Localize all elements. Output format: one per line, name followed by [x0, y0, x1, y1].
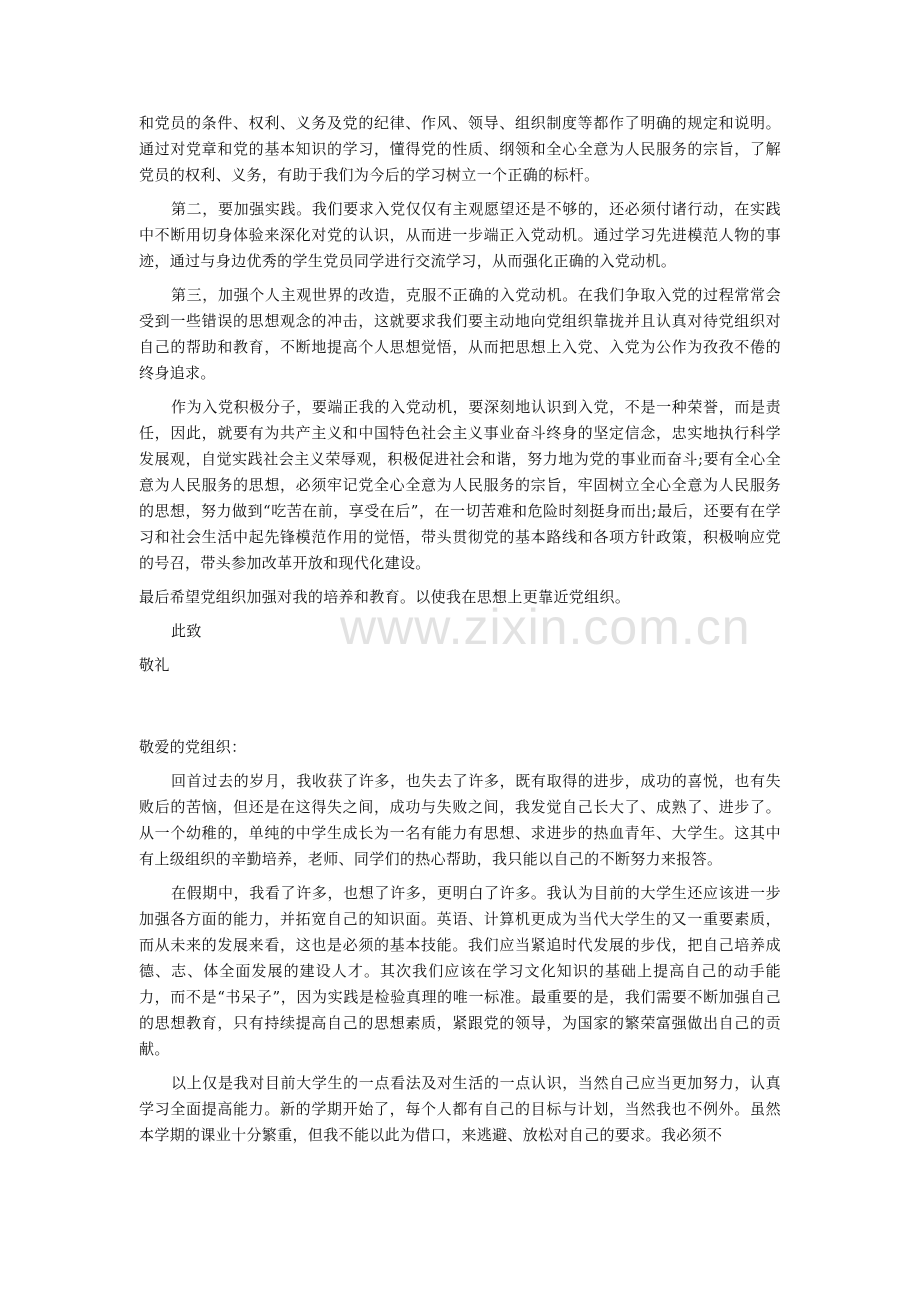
letter1-paragraph-3: 第三，加强个人主观世界的改造，克服不正确的入党动机。在我们争取入党的过程常常会受到一些错误的思想观念的冲击，这就要求我们要主动地向党组织靠拢并且认真对待党组织对自己的帮助和教育，不断地提高个人思想觉悟，从而把思想上入党、入党为公作为孜孜不倦的终身追求。: [139, 286, 781, 382]
salutation-jingli: 敬礼: [139, 656, 170, 674]
watermark-text: www.zixin.com.cn: [340, 599, 751, 655]
letter2-greeting: 敬爱的党组织：: [139, 738, 247, 756]
letter2-paragraph-3: 以上仅是我对目前大学生的一点看法及对生活的一点认识，当然自己应当更加努力，认真学习全面提高能力。新的学期开始了，每个人都有自己的目标与计划，当然我也不例外。虽然本学期的课业十分繁重，但我不能以此为借口，来逃避、放松对自己的要求。我必须不: [139, 1074, 781, 1144]
letter1-paragraph-1: 和党员的条件、权利、义务及党的纪律、作风、领导、组织制度等都作了明确的规定和说明。通过对党章和党的基本知识的学习，懂得党的性质、纲领和全心全意为人民服务的宗旨，了解党员的权利、义务，有助于我们为今后的学习树立一个正确的标杆。: [139, 114, 781, 184]
closing-wish: 最后希望党组织加强对我的培养和教育。以使我在思想上更靠近党组织。: [139, 588, 631, 606]
letter1-paragraph-4: 作为入党积极分子，要端正我的入党动机，要深刻地认识到入党，不是一种荣誉，而是责任，因此，就要有为共产主义和中国特色社会主义事业奋斗终身的坚定信念，忠实地执行科学发展观，自觉实践社会主义荣辱观，积极促进社会和谐，努力地为党的事业而奋斗;要有全心全意为人民服务的思想，必须牢记党全心全意为人民服务的宗旨，牢固树立全心全意为人民服务的思想，努力做到“吃苦在前，享受在后”，在一切苦难和危险时刻挺身而出;最后，还要有在学习和社会生活中起先锋模范作用的觉悟，带头贯彻党的基本路线和各项方针政策，积极响应党的号召，带头参加改革开放和现代化建设。: [139, 398, 781, 572]
letter-gap: [139, 686, 781, 734]
letter1-paragraph-2: 第二，要加强实践。我们要求入党仅仅有主观愿望还是不够的，还必须付诸行动，在实践中不断用切身体验来深化对党的认识，从而进一步端正入党动机。通过学习先进模范人物的事迹，通过与身边优秀的学生党员同学进行交流学习，从而强化正确的入党动机。: [139, 200, 781, 270]
salutation-cizhi: 此致: [171, 622, 202, 640]
letter2-paragraph-2: 在假期中，我看了许多，也想了许多，更明白了许多。我认为目前的大学生还应该进一步加强各方面的能力，并拓宽自己的知识面。英语、计算机更成为当代大学生的又一重要素质，而从未来的发展来看，这也是必须的基本技能。我们应当紧追时代发展的步伐，把自己培养成德、志、体全面发展的建设人才。其次我们应该在学习文化知识的基础上提高自己的动手能力，而不是“书呆子”，因为实践是检验真理的唯一标准。最重要的是，我们需要不断加强自己的思想教育，只有持续提高自己的思想素质，紧跟党的领导，为国家的繁荣富强做出自己的贡献。: [139, 884, 781, 1058]
letter2-paragraph-1: 回首过去的岁月，我收获了许多，也失去了许多，既有取得的进步，成功的喜悦，也有失败后的苦恼，但还是在这得失之间，成功与失败之间，我发觉自己长大了、成熟了、进步了。从一个幼稚的，单纯的中学生成长为一名有能力有思想、求进步的热血青年、大学生。这其中有上级组织的辛勤培养，老师、同学们的热心帮助，我只能以自己的不断努力来报答。: [139, 772, 781, 868]
document-page: [139, 110, 781, 1156]
